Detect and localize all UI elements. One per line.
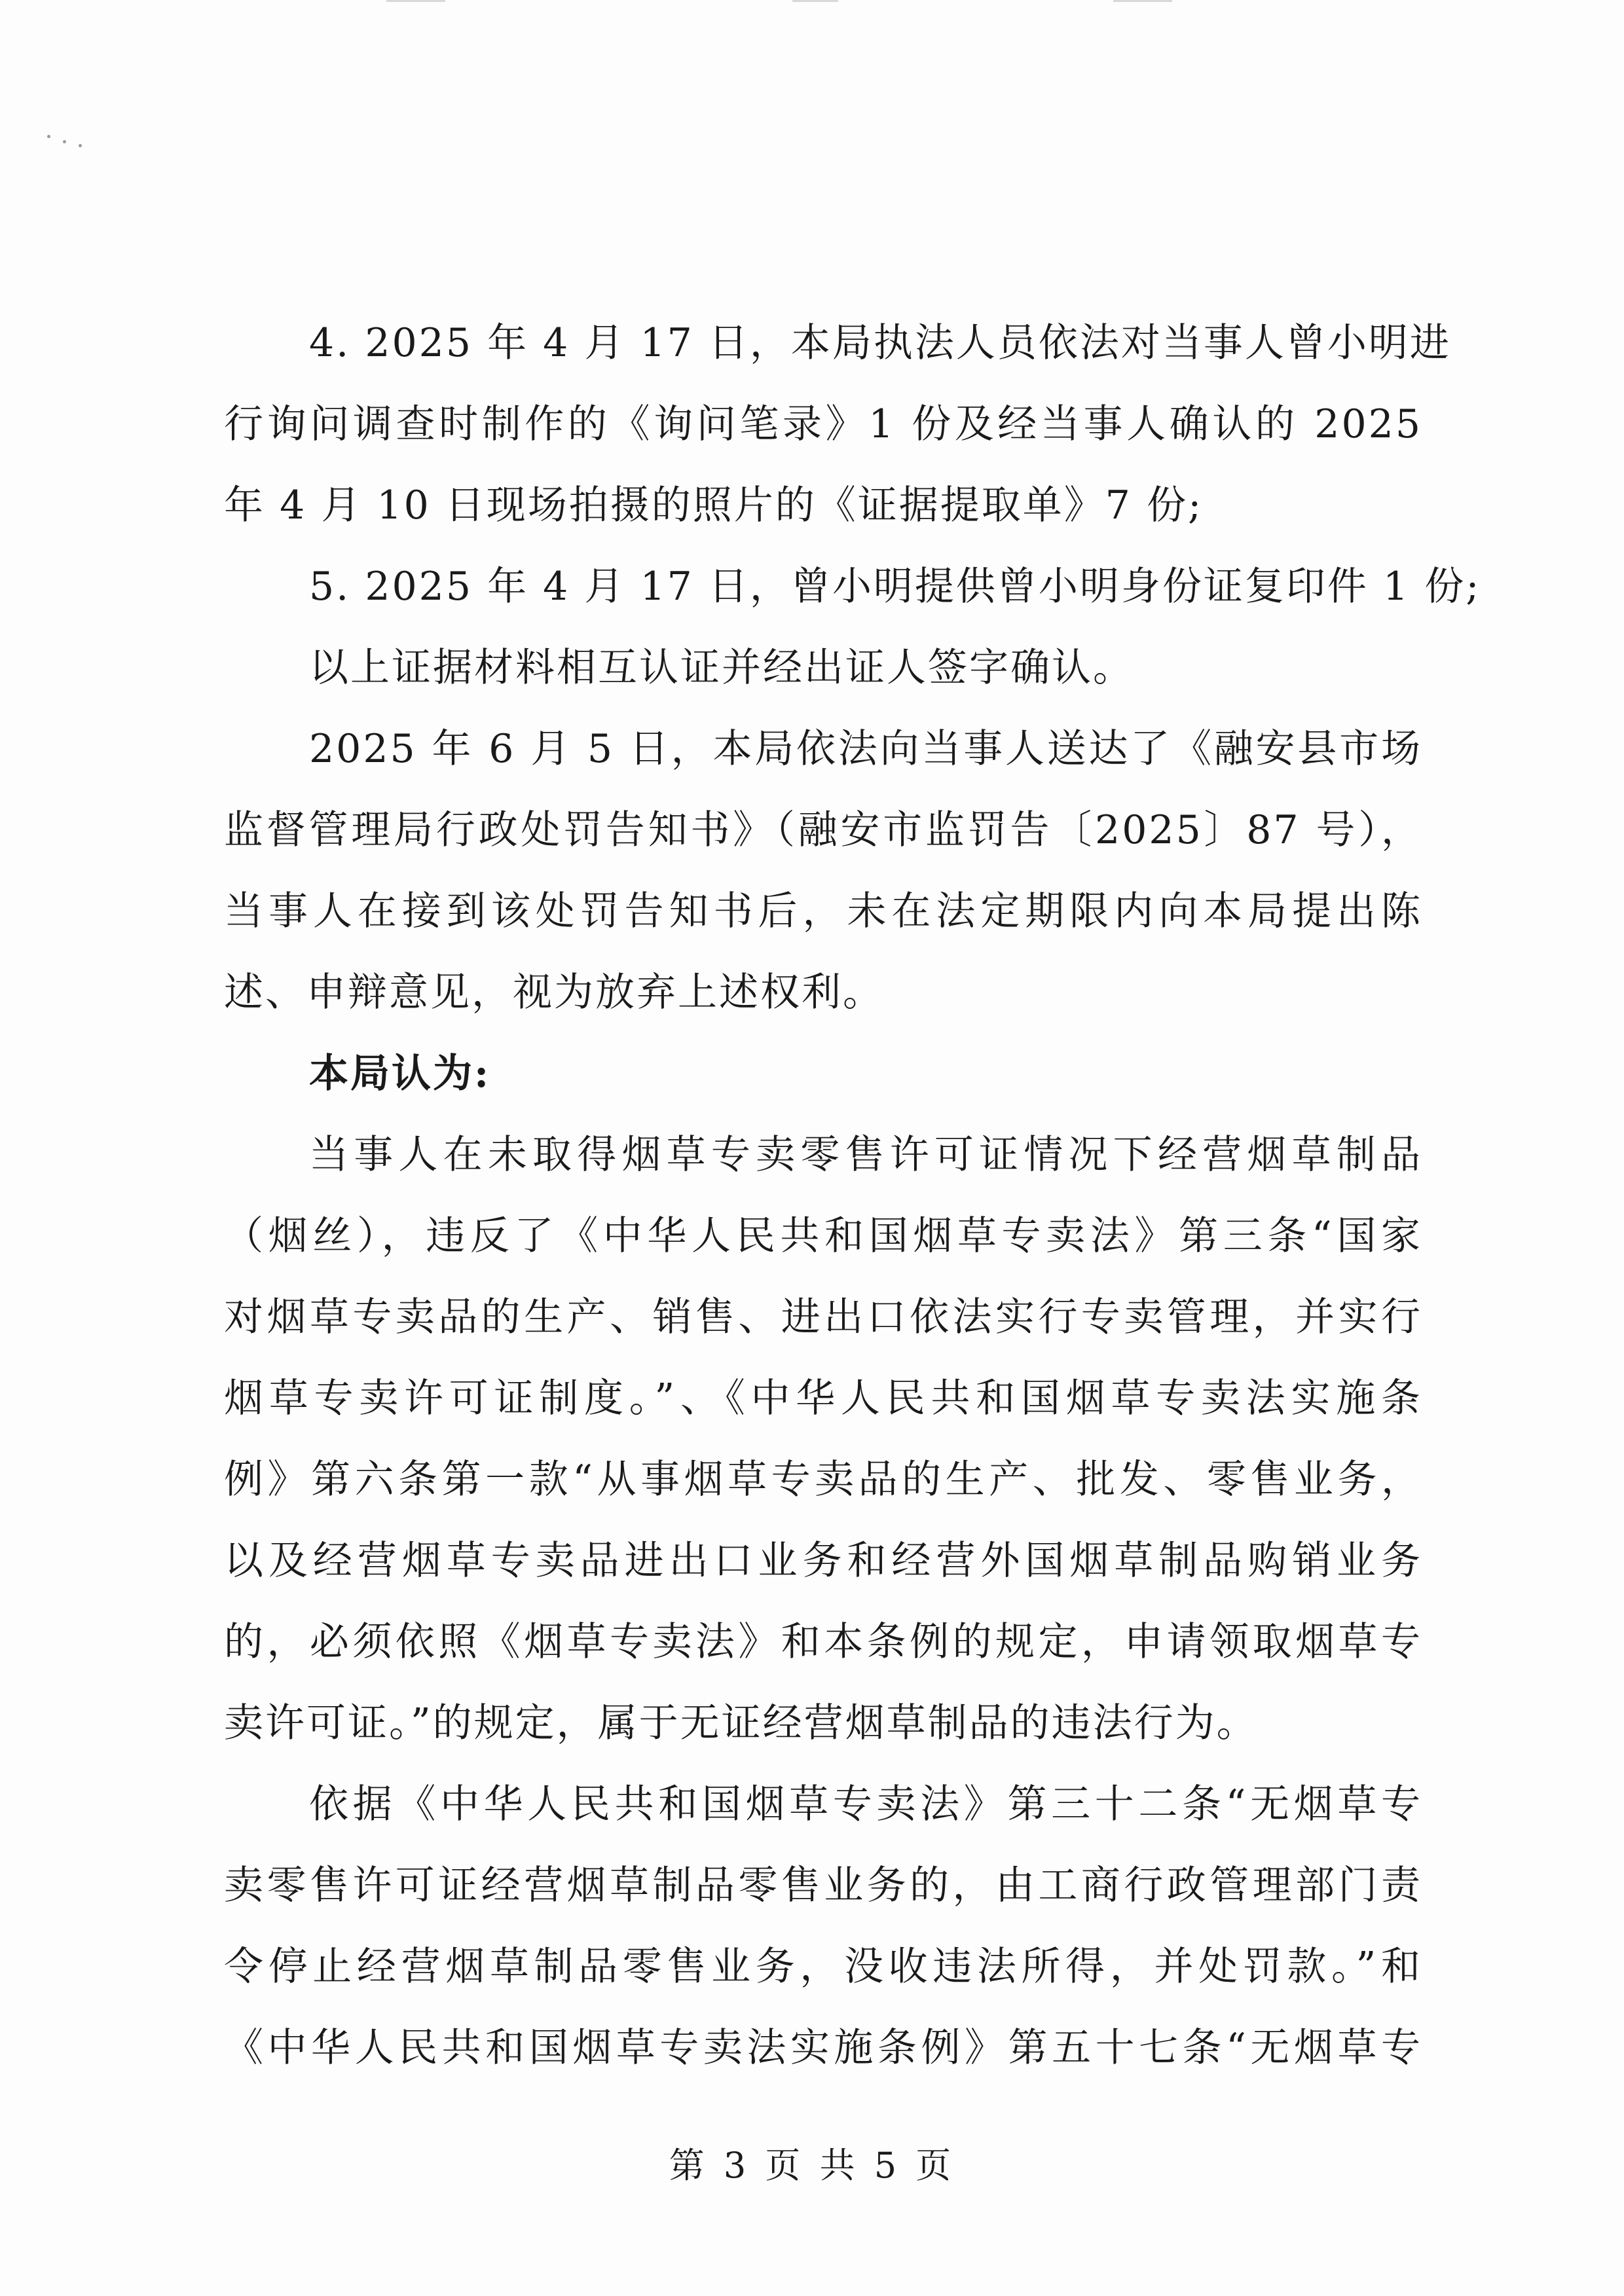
section-heading: 本局认为: [309,1051,491,1097]
text-line: 当事人在接到该处罚告知书后，未在法定期限内向本局提出陈 [224,888,1422,934]
text-line: 烟草专卖许可证制度。”、《中华人民共和国烟草专卖法实施条 [224,1376,1422,1421]
document-body [224,302,1481,2088]
text-line: 当事人在未取得烟草专卖零售许可证情况下经营烟草制品 [309,1132,1422,1178]
scan-speck [47,135,50,138]
text-line: 以上证据材料相互认证并经出证人签字确认。 [309,645,1134,691]
text-line: 依据《中华人民共和国烟草专卖法》第三十二条“无烟草专 [309,1781,1422,1827]
text-line: 4. 2025 年 4 月 17 日，本局执法人员依法对当事人曾小明进 [309,320,1451,366]
text-line: 对烟草专卖品的生产、销售、进出口依法实行专卖管理，并实行 [224,1294,1422,1340]
text-line: 的，必须依照《烟草专卖法》和本条例的规定，申请领取烟草专 [224,1619,1422,1665]
scan-artifact-top [386,0,445,2]
scan-speck [63,140,66,143]
page-number: 第 3 页 共 5 页 [669,2145,955,2186]
text-line: 令停止经营烟草制品零售业务，没收违法所得，并处罚款。”和 [224,1944,1422,1990]
scan-speck [79,144,82,147]
text-line: 例》第六条第一款“从事烟草专卖品的生产、批发、零售业务， [224,1457,1422,1503]
text-line: 以及经营烟草专卖品进出口业务和经营外国烟草制品购销业务 [224,1538,1422,1584]
text-line: （烟丝），违反了《中华人民共和国烟草专卖法》第三条“国家 [224,1213,1422,1259]
text-line: 卖零售许可证经营烟草制品零售业务的，由工商行政管理部门责 [224,1863,1422,1908]
text-line: 2025 年 6 月 5 日，本局依法向当事人送达了《融安县市场 [309,726,1422,772]
scan-artifact-top [1113,0,1172,2]
text-line: 行询问调查时制作的《询问笔录》1 份及经当事人确认的 2025 [224,401,1422,447]
text-line: 监督管理局行政处罚告知书》（融安市监罚告〔2025〕87 号）， [224,807,1422,853]
text-line: 年 4 月 10 日现场拍摄的照片的《证据提取单》7 份; [224,483,1204,528]
text-line: 卖许可证。”的规定，属于无证经营烟草制品的违法行为。 [224,1700,1258,1746]
scan-artifact-top [792,0,838,2]
text-line: 5. 2025 年 4 月 17 日，曾小明提供曾小明身份证复印件 1 份; [309,564,1481,610]
text-line: 述、申辩意见，视为放弃上述权利。 [224,970,884,1015]
text-line: 《中华人民共和国烟草专卖法实施条例》第五十七条“无烟草专 [224,2025,1422,2071]
